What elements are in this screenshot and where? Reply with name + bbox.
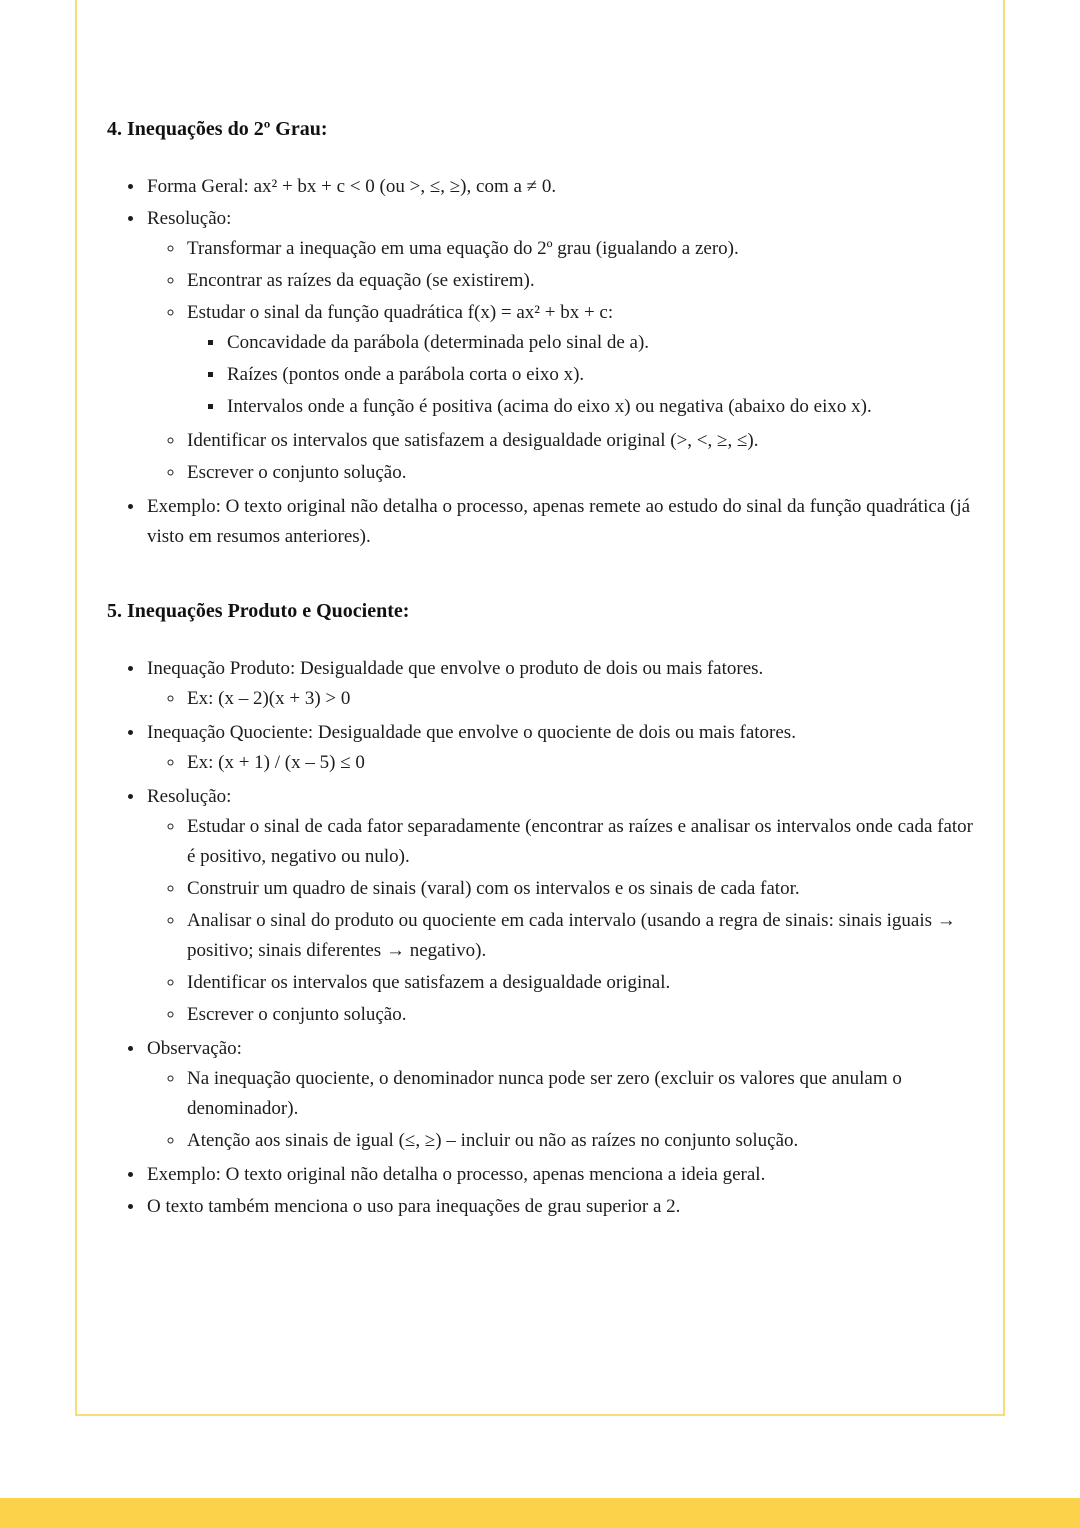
list-item-text: Ex: (x + 1) / (x – 5) ≤ 0: [187, 752, 365, 773]
list-item-text: Atenção aos sinais de igual (≤, ≥) – incluir ou não as raízes no conjunto solução.: [187, 1130, 799, 1151]
list-item: [185, 298, 973, 426]
list-item: [185, 458, 973, 490]
list-item-text: Ex: (x – 2)(x + 3) > 0: [187, 688, 351, 709]
quotient-example-list: [147, 748, 973, 780]
list-item-text: Identificar os intervalos que satisfazem a desigualdade original (>, <, ≥, ≤).: [187, 430, 759, 451]
list-item-text: Concavidade da parábola (determinada pelo sinal de a).: [227, 332, 650, 353]
list-item-text: Exemplo: O texto original não detalha o processo, apenas remete ao estudo do sinal da função quadrática (já visto em resumos anteriores).: [147, 496, 971, 547]
list-item: [145, 492, 973, 554]
section-4-list: [107, 172, 973, 554]
list-item-text: Resolução:: [147, 208, 232, 229]
list-item: [185, 266, 973, 298]
section-4-heading: 4. Inequações do 2º Grau:: [107, 118, 328, 140]
list-item: [185, 906, 973, 968]
resolution-steps-list-2: [147, 812, 973, 1032]
list-item: [145, 782, 973, 1034]
product-example-list: [147, 684, 973, 716]
list-item-text: Encontrar as raízes da equação (se existirem).: [187, 270, 535, 291]
list-item-text: Estudar o sinal de cada fator separadamente (encontrar as raízes e analisar os intervalos onde cada fator é positivo, negativo ou nulo).: [187, 816, 974, 867]
list-item-text: Escrever o conjunto solução.: [187, 462, 407, 483]
list-item-text: Raízes (pontos onde a parábola corta o eixo x).: [227, 364, 585, 385]
list-item: [225, 360, 973, 392]
list-item-text: Estudar o sinal da função quadrática f(x) = ax² + bx + c:: [187, 302, 614, 323]
section-5-heading: 5. Inequações Produto e Quociente:: [107, 600, 410, 622]
list-item: [145, 1160, 973, 1192]
list-item: [185, 1000, 973, 1032]
list-item: [145, 1034, 973, 1160]
list-item: [145, 718, 973, 782]
list-item-text: Construir um quadro de sinais (varal) com os intervalos e os sinais de cada fator.: [187, 878, 800, 899]
list-item-text: Inequação Quociente: Desigualdade que envolve o quociente de dois ou mais fatores.: [147, 722, 796, 743]
bottom-accent-bar: [0, 1498, 1080, 1528]
signal-study-list: [187, 328, 973, 424]
page-frame: [75, 0, 1005, 1416]
list-item: [145, 1192, 973, 1224]
list-item-text: Identificar os intervalos que satisfazem a desigualdade original.: [187, 972, 671, 993]
list-item: [185, 968, 973, 1000]
list-item: [145, 172, 973, 204]
list-item: [185, 426, 973, 458]
list-item: [185, 684, 973, 716]
list-item-text: O texto também menciona o uso para inequações de grau superior a 2.: [147, 1196, 681, 1217]
list-item: [185, 1064, 973, 1126]
page-content: [77, 0, 1003, 1224]
list-item-text: Resolução:: [147, 786, 232, 807]
list-item: [225, 328, 973, 360]
list-item-text: Transformar a inequação em uma equação do 2º grau (igualando a zero).: [187, 238, 739, 259]
observation-list: [147, 1064, 973, 1158]
section-5-list: [107, 654, 973, 1224]
list-item-text: Analisar o sinal do produto ou quociente em cada intervalo (usando a regra de sinais: sinais iguais → positivo; sinais diferentes → negativo).: [187, 910, 956, 961]
list-item: [185, 874, 973, 906]
list-item-text: Exemplo: O texto original não detalha o processo, apenas menciona a ideia geral.: [147, 1164, 766, 1185]
list-item: [185, 234, 973, 266]
list-item: [185, 1126, 973, 1158]
list-item: [145, 204, 973, 492]
list-item-text: Na inequação quociente, o denominador nunca pode ser zero (excluir os valores que anulam o denominador).: [187, 1068, 902, 1119]
list-item: [145, 654, 973, 718]
list-item-text: Observação:: [147, 1038, 242, 1059]
list-item: [185, 812, 973, 874]
list-item-text: Intervalos onde a função é positiva (acima do eixo x) ou negativa (abaixo do eixo x).: [227, 396, 872, 417]
list-item-text: Escrever o conjunto solução.: [187, 1004, 407, 1025]
list-item: [185, 748, 973, 780]
list-item: [225, 392, 973, 424]
resolution-steps-list: [147, 234, 973, 490]
list-item-text: Forma Geral: ax² + bx + c < 0 (ou >, ≤, ≥), com a ≠ 0.: [147, 176, 557, 197]
list-item-text: Inequação Produto: Desigualdade que envolve o produto de dois ou mais fatores.: [147, 658, 764, 679]
